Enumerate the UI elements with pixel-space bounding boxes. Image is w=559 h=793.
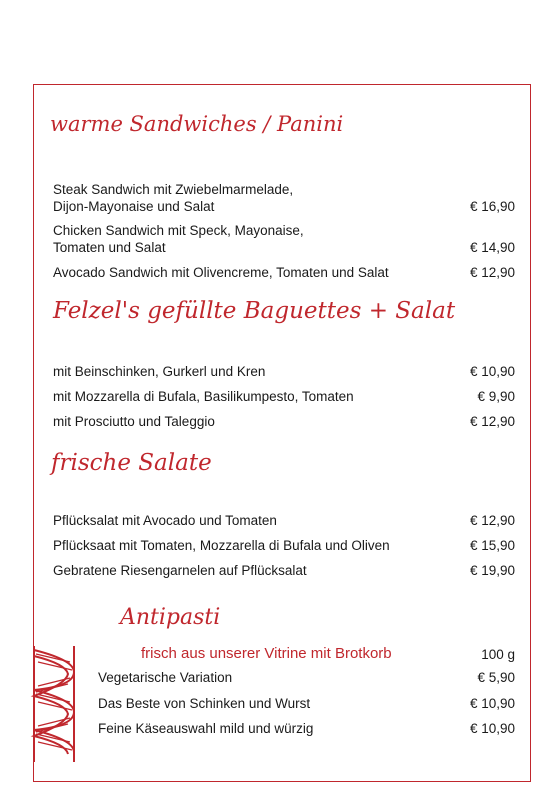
item-name: Pflücksaat mit Tomaten, Mozzarella di Bufala und Oliven: [53, 538, 390, 553]
menu-item: [53, 413, 515, 430]
item-name: Gebratene Riesengarnelen auf Pflücksalat: [53, 563, 307, 578]
section-title-salads: [51, 450, 212, 476]
item-price: € 16,90: [469, 199, 515, 214]
antipasti-tagline: frisch aus unserer Vitrine mit Brotkorb: [141, 645, 392, 662]
menu-item: [53, 264, 515, 281]
menu-item: [53, 181, 515, 215]
section-title-sandwiches: [50, 112, 343, 136]
menu-item: [53, 512, 515, 529]
menu-item: [53, 562, 515, 579]
menu-item: [98, 720, 515, 737]
item-price: € 10,90: [469, 696, 515, 711]
menu-item: [98, 695, 515, 712]
menu-item: [53, 222, 515, 256]
section-title-antipasti: [120, 605, 220, 630]
menu-item: [53, 388, 515, 405]
section-title-text: frische Salate: [51, 450, 212, 476]
item-name: Das Beste von Schinken und Wurst: [98, 696, 311, 711]
item-price: € 9,90: [477, 389, 515, 404]
item-name: mit Mozzarella di Bufala, Basilikumpesto, Tomaten: [53, 389, 354, 404]
section-title-baguettes: [53, 298, 455, 324]
item-name: Vegetarische Variation: [98, 670, 233, 685]
item-name: mit Beinschinken, Gurkerl und Kren: [53, 364, 266, 379]
item-name: Feine Käseauswahl mild und würzig: [98, 721, 314, 736]
section-title-text: Antipasti: [120, 605, 221, 630]
item-name: Chicken Sandwich mit Speck, Mayonaise, Tomaten und Salat: [53, 223, 304, 255]
item-price: € 12,90: [469, 414, 515, 429]
menu-item: [98, 669, 515, 686]
item-price: € 12,90: [469, 513, 515, 528]
item-name: Steak Sandwich mit Zwiebelmarmelade, Dijon-Mayonaise und Salat: [53, 182, 294, 214]
item-price: € 19,90: [469, 563, 515, 578]
item-name: Avocado Sandwich mit Olivencreme, Tomaten und Salat: [53, 265, 389, 280]
item-name: Pflücksalat mit Avocado und Tomaten: [53, 513, 277, 528]
item-price: € 10,90: [469, 364, 515, 379]
section-title-text: warme Sandwiches / Panini: [50, 112, 344, 136]
item-price: € 10,90: [469, 721, 515, 736]
antipasti-unit: 100 g: [481, 647, 515, 662]
item-name: mit Prosciutto und Taleggio: [53, 414, 215, 429]
menu-item: [53, 363, 515, 380]
section-title-text: Felzel's gefüllte Baguettes + Salat: [53, 298, 456, 324]
item-price: € 15,90: [469, 538, 515, 553]
menu-item: [53, 537, 515, 554]
spiral-staircase-illustration: [30, 642, 80, 764]
item-price: € 5,90: [477, 670, 515, 685]
item-price: € 12,90: [469, 265, 515, 280]
item-price: € 14,90: [469, 240, 515, 255]
